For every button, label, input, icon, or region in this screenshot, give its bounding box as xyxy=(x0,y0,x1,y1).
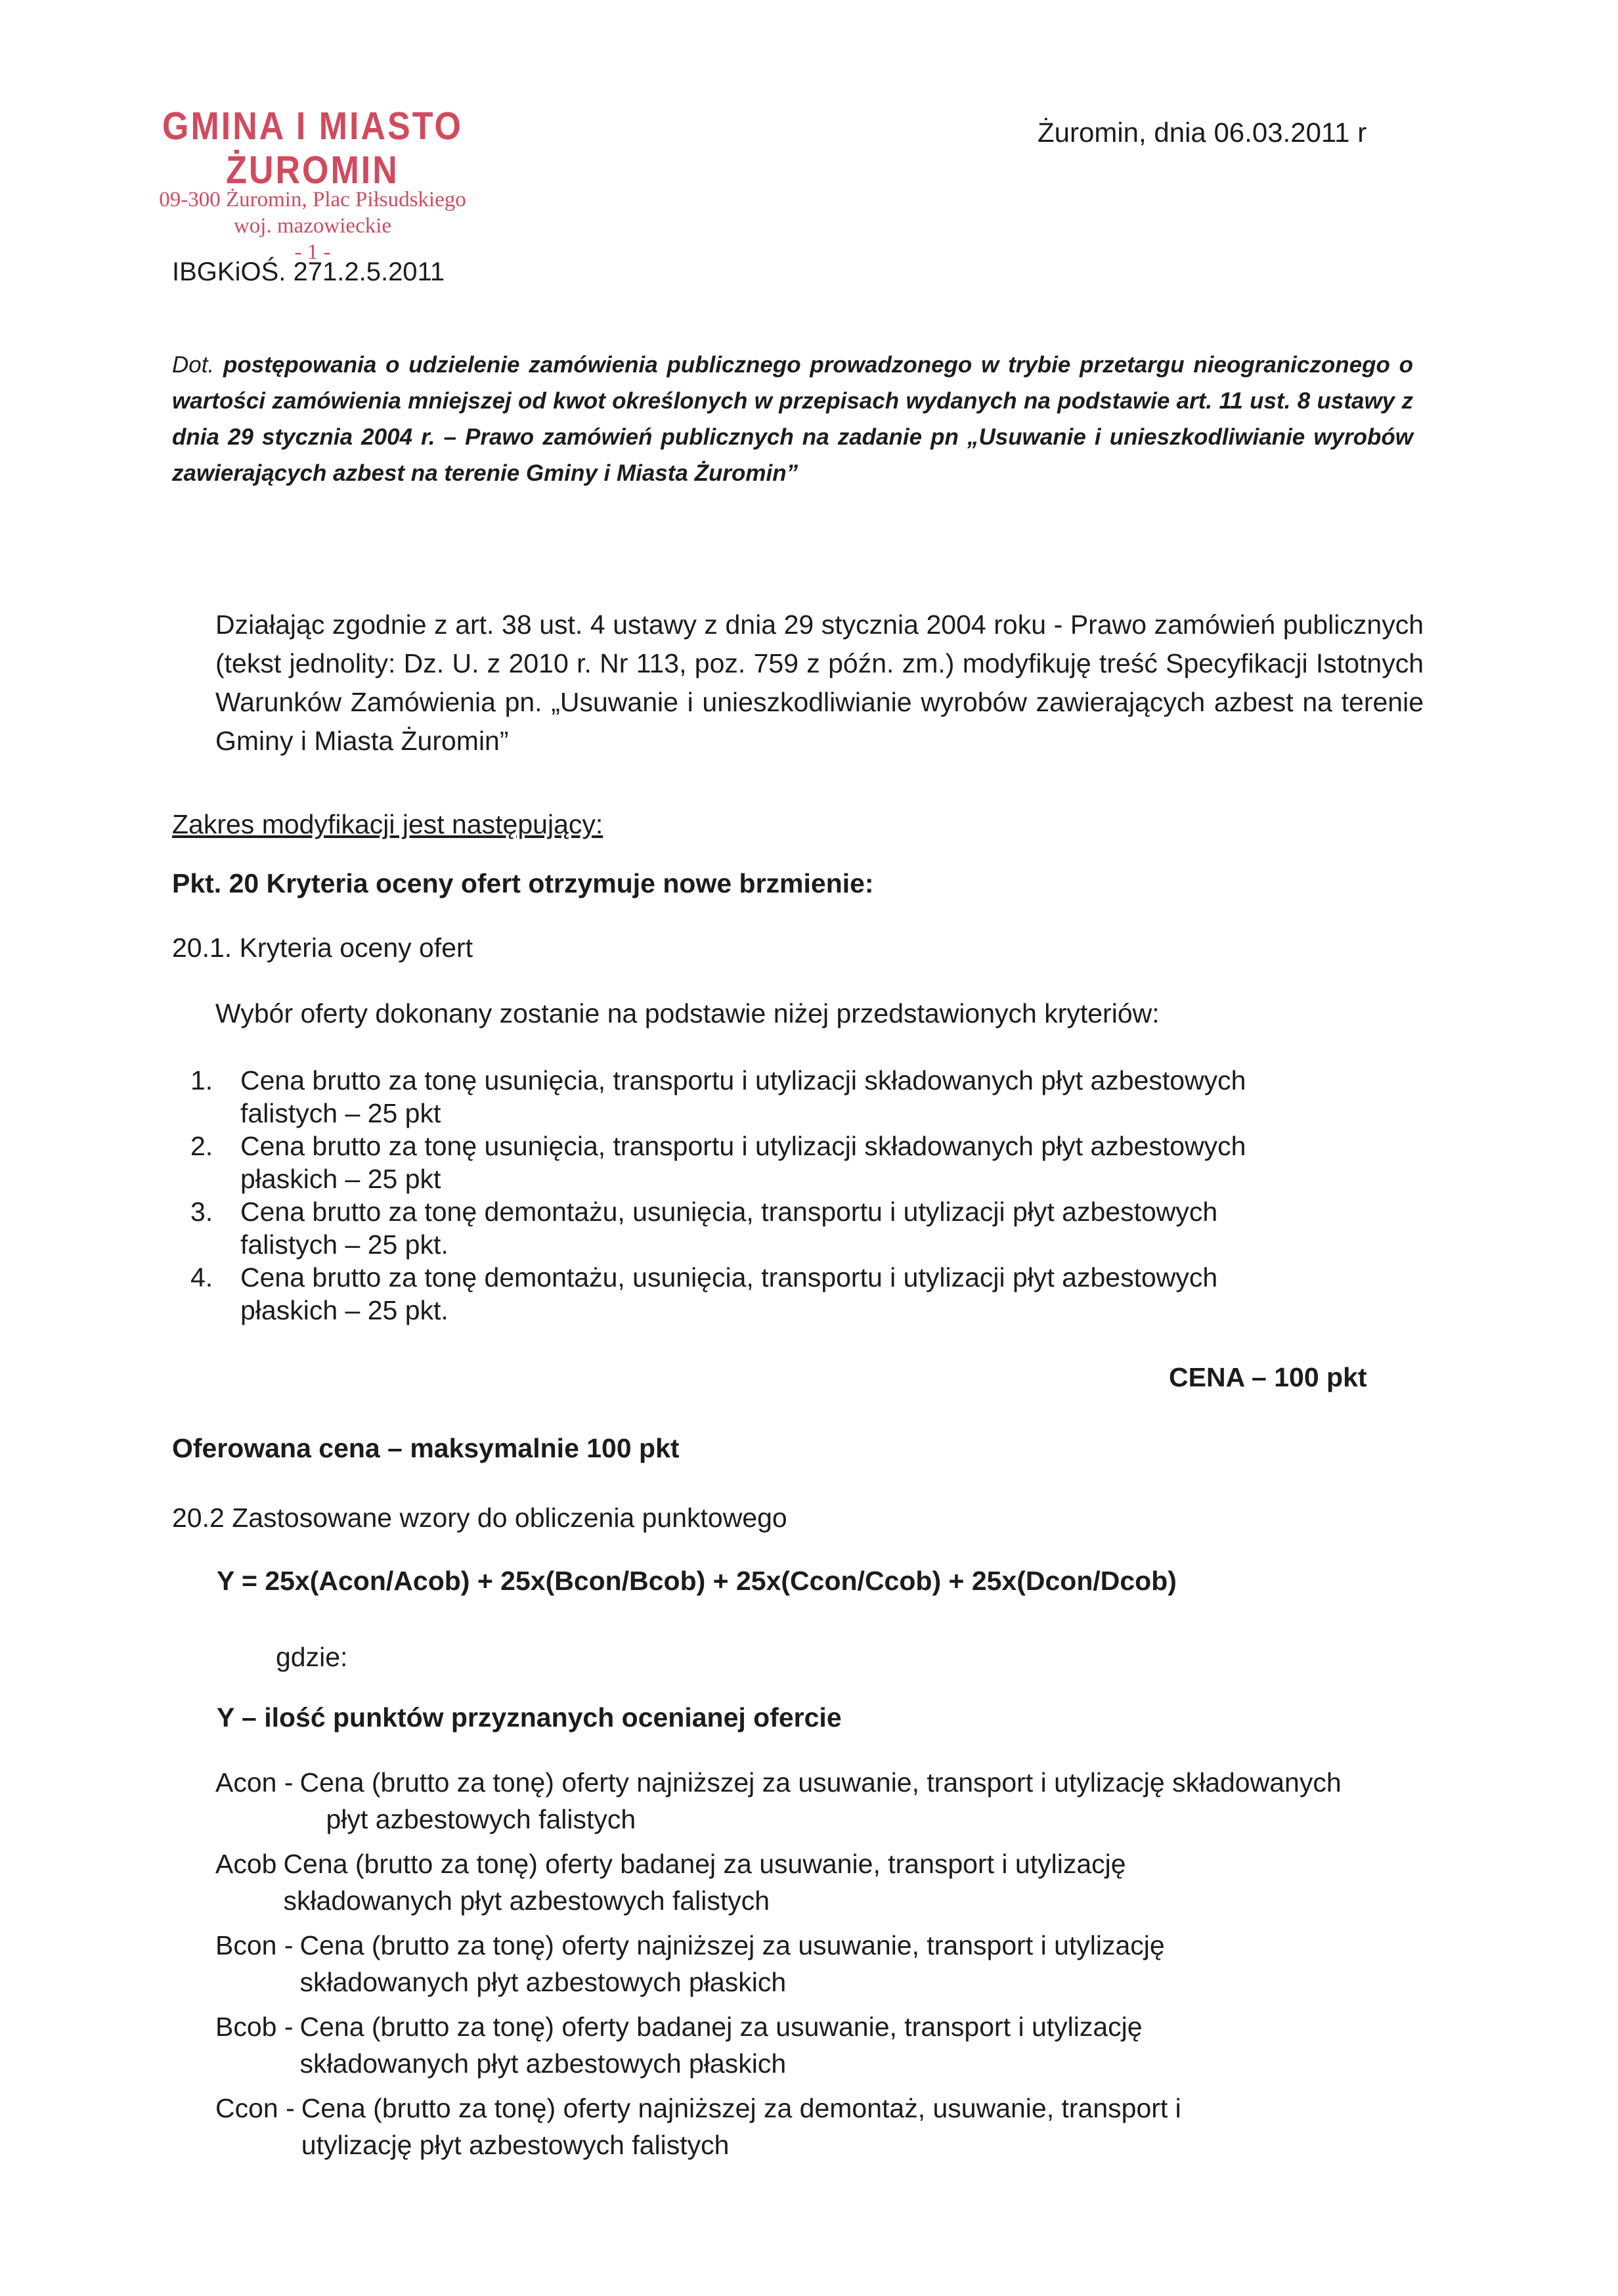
stamp-name: GMINA I MIASTO ŻUROMIN xyxy=(162,104,463,192)
subject-label: Dot. xyxy=(172,352,215,378)
choice-intro: Wybór oferty dokonany zostanie na podstawie niżej przedstawionych kryteriów: xyxy=(215,998,1160,1028)
definition-body xyxy=(294,1927,1483,2000)
criterion-item xyxy=(190,1195,1412,1261)
cena-total: CENA – 100 pkt xyxy=(1169,1362,1367,1392)
criterion-item xyxy=(190,1130,1412,1195)
definition-symbol: Acob xyxy=(215,1849,277,1879)
definition-text: Cena (brutto za tonę) oferty badanej za usuwanie, transport i utylizację xyxy=(299,2012,1143,2042)
definition-text-cont: składowanych płyt azbestowych płaskich xyxy=(299,1967,787,1997)
criterion-item xyxy=(190,1261,1412,1327)
scoring-formula: Y = 25x(Acon/Acob) + 25x(Bcon/Bcob) + 25x(Ccon/Ccob) + 25x(Dcon/Dcob) xyxy=(217,1566,1177,1596)
definition-text-cont: utylizację płyt azbestowych falistych xyxy=(301,2130,730,2160)
definition-text-cont: składowanych płyt azbestowych falistych xyxy=(283,1886,770,1916)
stamp-region: woj. mazowieckie xyxy=(233,214,392,238)
y-definition: Y – ilość punktów przyznanych ocenianej ofercie xyxy=(217,1702,842,1733)
definitions-list xyxy=(215,1764,1483,2171)
intro-paragraph: Działając zgodnie z art. 38 ust. 4 ustawy z dnia 29 stycznia 2004 roku - Prawo zamówień publicznych (tekst jednolity: Dz. U. z 2010 r. Nr 113, poz. 759 z późn. zm.) modyfikuję treść Specyfikacji Istotnych Warunków Zamówienia pn. „Usuwanie i unieszkodliwianie wyrobów zawierających azbest na terenie Gminy i Miasta Żuromin” xyxy=(215,609,1424,756)
definition-body xyxy=(294,1764,1483,1838)
definition-text: Cena (brutto za tonę) oferty najniższej za usuwanie, transport i utylizację xyxy=(299,1930,1165,1960)
section-20-1: 20.1. Kryteria oceny ofert xyxy=(172,933,473,963)
definition-item xyxy=(215,1845,1483,1919)
stamp-mark: - 1 - xyxy=(294,240,331,264)
subject-text: postępowania o udzielenie zamówienia publicznego prowadzonego w trybie przetargu nieograniczonego o wartości zamówienia mniejszej od kwot określonych w przepisach wydanych na podstawie art. 11 ust. 8 ustawy z dnia 29 stycznia 2004 r. – Prawo zamówień publicznych na zadanie pn „Usuwanie i unieszkodliwianie wyrobów zawierających azbest na terenie Gminy i Miasta Żuromin” xyxy=(172,352,1413,486)
definition-body xyxy=(276,1845,1483,1919)
definition-body xyxy=(295,2090,1483,2163)
criterion-text: Cena brutto za tonę usunięcia, transportu i utylizacji składowanych płyt azbestowych xyxy=(240,1131,1246,1161)
definition-text: Cena (brutto za tonę) oferty badanej za usuwanie, transport i utylizację xyxy=(283,1849,1126,1879)
definition-body xyxy=(294,2008,1483,2082)
definition-symbol: Bcon - xyxy=(215,1930,294,1960)
municipality-stamp xyxy=(129,104,496,265)
criterion-item xyxy=(190,1064,1412,1130)
criterion-points: płaskich – 25 pkt xyxy=(240,1164,441,1194)
definition-symbol: Ccon - xyxy=(215,2093,295,2123)
offered-price: Oferowana cena – maksymalnie 100 pkt xyxy=(172,1433,680,1463)
definition-text-cont: płyt azbestowych falistych xyxy=(326,1804,636,1834)
subject-block xyxy=(172,347,1413,491)
criterion-points: falistych – 25 pkt. xyxy=(240,1229,448,1260)
definition-text: Cena (brutto za tonę) oferty najniższej za demontaż, usuwanie, transport i xyxy=(301,2093,1181,2123)
definition-symbol: Bcob - xyxy=(215,2012,294,2042)
criterion-text: Cena brutto za tonę demontażu, usunięcia, transportu i utylizacji płyt azbestowych xyxy=(240,1197,1218,1227)
section-20-2: 20.2 Zastosowane wzory do obliczenia punktowego xyxy=(172,1503,787,1533)
criterion-number: 4. xyxy=(190,1262,213,1292)
definition-item xyxy=(215,1927,1483,2000)
definition-item xyxy=(215,1764,1483,1838)
criterion-number: 2. xyxy=(190,1131,213,1161)
criterion-number: 1. xyxy=(190,1065,213,1095)
definition-item xyxy=(215,2008,1483,2082)
reference-number: IBGKiOŚ. 271.2.5.2011 xyxy=(172,257,445,286)
criterion-number: 3. xyxy=(190,1197,213,1227)
place-date: Żuromin, dnia 06.03.2011 r xyxy=(1038,117,1367,148)
where-label: gdzie: xyxy=(276,1642,348,1672)
definition-item xyxy=(215,2090,1483,2163)
criterion-points: falistych – 25 pkt xyxy=(240,1098,441,1128)
definition-text: Cena (brutto za tonę) oferty najniższej za usuwanie, transport i utylizację składowanych xyxy=(299,1767,1342,1798)
criteria-list xyxy=(190,1064,1412,1327)
criterion-points: płaskich – 25 pkt. xyxy=(240,1295,448,1325)
scope-heading: Zakres modyfikacji jest następujący: xyxy=(172,809,603,839)
definition-symbol: Acon - xyxy=(215,1767,294,1798)
criterion-text: Cena brutto za tonę demontażu, usunięcia, transportu i utylizacji płyt azbestowych xyxy=(240,1262,1218,1292)
criterion-text: Cena brutto za tonę usunięcia, transportu i utylizacji składowanych płyt azbestowych xyxy=(240,1065,1246,1095)
definition-text-cont: składowanych płyt azbestowych płaskich xyxy=(299,2048,787,2079)
stamp-address: 09-300 Żuromin, Plac Piłsudskiego xyxy=(159,188,466,211)
pkt-heading: Pkt. 20 Kryteria oceny ofert otrzymuje nowe brzmienie: xyxy=(172,868,874,898)
